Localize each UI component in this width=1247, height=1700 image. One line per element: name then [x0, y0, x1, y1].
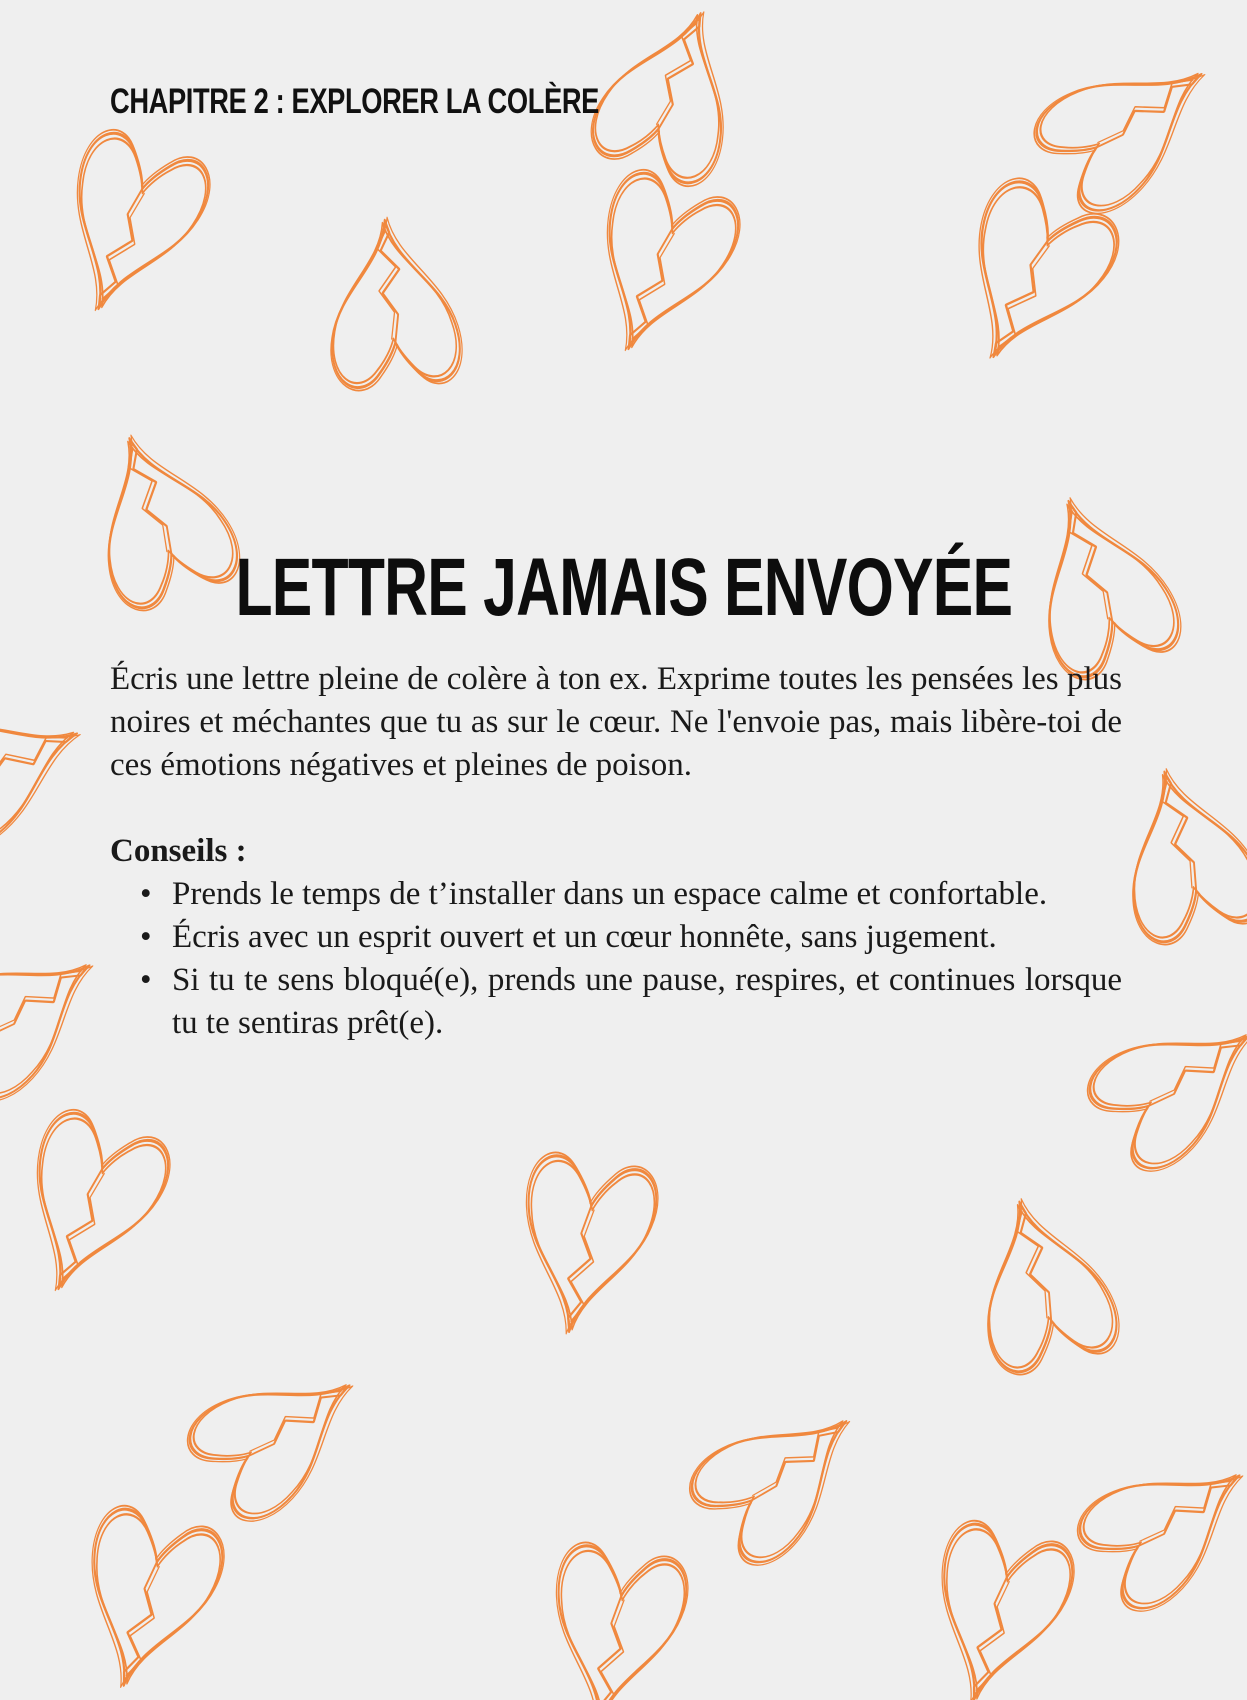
broken-heart-icon: [0, 677, 105, 864]
conseils-heading: Conseils :: [110, 833, 247, 869]
broken-heart-icon: [504, 1148, 664, 1345]
broken-heart-icon: [956, 1183, 1127, 1381]
broken-heart-icon: [909, 1515, 1082, 1700]
list-item: [140, 873, 1122, 916]
page-title: LETTRE JAMAIS ENVOYÉE: [235, 542, 1012, 633]
broken-heart-icon: [534, 1538, 694, 1700]
broken-heart-icon: [566, 162, 750, 373]
list-item: [140, 916, 1122, 959]
bullet-icon: •: [140, 962, 152, 998]
chapter-label: CHAPITRE 2 : EXPLORER LA COLÈRE: [110, 82, 599, 121]
conseils-list: [110, 873, 1122, 1045]
broken-heart-icon: [1067, 1424, 1247, 1623]
broken-heart-icon: [36, 122, 220, 333]
broken-heart-icon: [0, 914, 127, 1113]
bullet-icon: •: [140, 876, 152, 912]
list-item-text: Prends le temps de t’installer dans un espace calme et confortable.: [172, 876, 1048, 912]
main-content: [110, 658, 1122, 1045]
broken-heart-icon: [177, 1334, 387, 1533]
list-item: [140, 959, 1122, 1045]
list-item-text: Si tu te sens bloqué(e), prends une pause, respires, et continues lorsque tu te sentiras prêt(e).: [172, 962, 1122, 1041]
broken-heart-icon: [0, 1102, 180, 1313]
list-item-text: Écris avec un esprit ouvert et un cœur honnête, sans jugement.: [172, 919, 997, 955]
broken-heart-icon: [320, 212, 466, 393]
broken-heart-icon: [59, 1500, 232, 1700]
broken-heart-icon: [1101, 753, 1247, 951]
bullet-icon: •: [140, 919, 152, 955]
broken-heart-icon: [582, 0, 763, 194]
broken-heart-icon: [1023, 22, 1239, 225]
broken-heart-icon: [678, 1373, 888, 1577]
intro-paragraph: Écris une lettre pleine de colère à ton ex. Exprime toutes les pensées les plus noires et méchantes que tu as sur le cœur. Ne l'envoie pas, mais libère-toi de ces émotions négatives et pleines de poison.: [110, 661, 1122, 783]
broken-heart-icon: [929, 169, 1130, 388]
title-wrapper: [0, 543, 1247, 633]
